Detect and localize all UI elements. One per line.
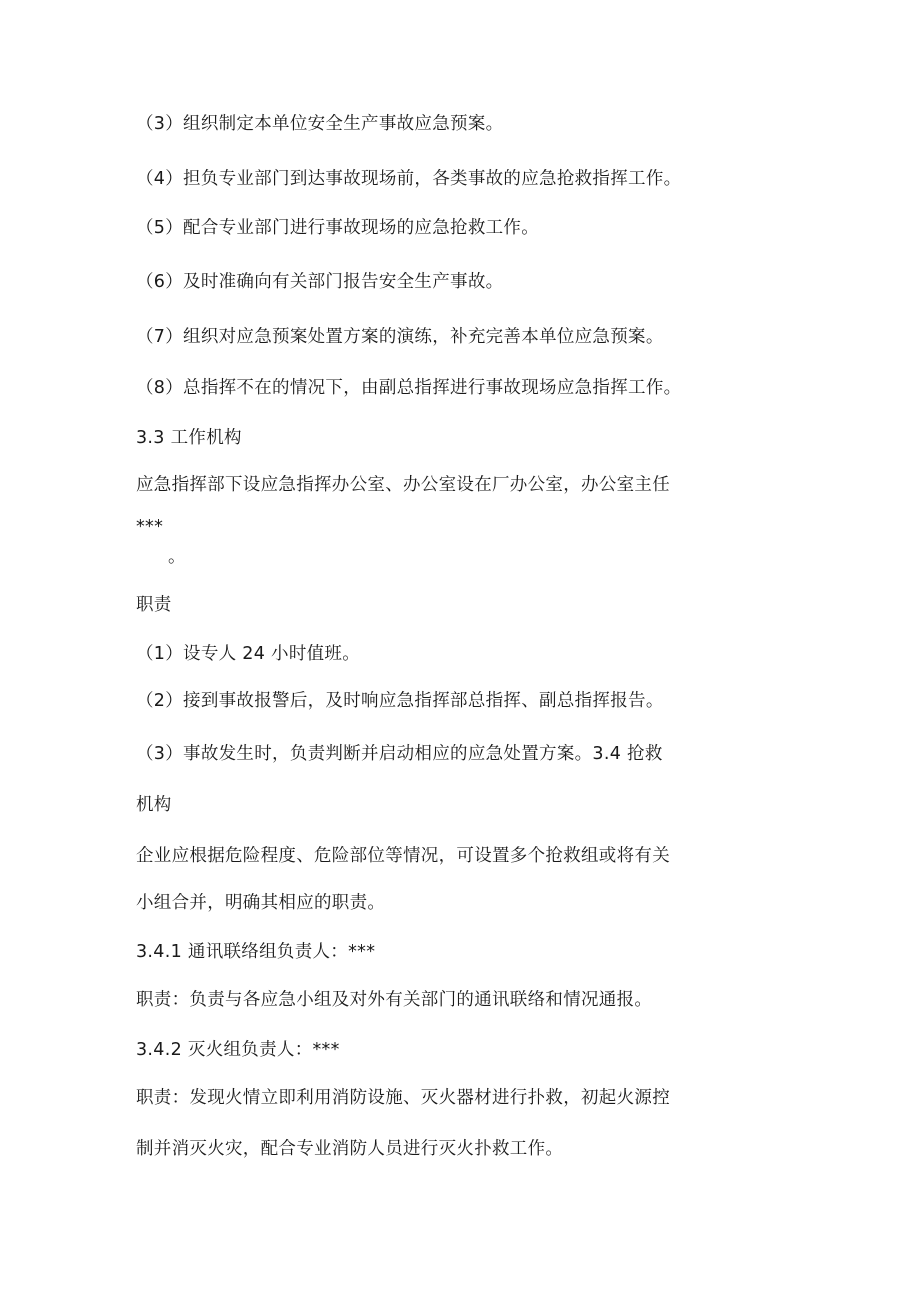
list-item: （5）配合专业部门进行事故现场的应急抢救工作。 — [136, 218, 540, 238]
paragraph-line: 机构 — [136, 795, 172, 815]
list-item: （3）组织制定本单位安全生产事故应急预案。 — [136, 114, 504, 134]
list-item: （7）组织对应急预案处置方案的演练，补充完善本单位应急预案。 — [136, 327, 664, 347]
list-item: （3）事故发生时，负责判断并启动相应的应急处置方案。3.4 抢救 — [136, 744, 663, 764]
section-heading: 3.4.2 灭火组负责人：*** — [136, 1040, 340, 1060]
list-item: （6）及时准确向有关部门报告安全生产事故。 — [136, 272, 504, 292]
section-heading: 3.3 工作机构 — [136, 428, 242, 448]
list-item: （2）接到事故报警后，及时响应急指挥部总指挥、副总指挥报告。 — [136, 691, 664, 711]
paragraph-line: 应急指挥部下设应急指挥办公室、办公室设在厂办公室，办公室主任 — [136, 475, 670, 495]
paragraph-line: 企业应根据危险程度、危险部位等情况，可设置多个抢救组或将有关 — [136, 846, 670, 866]
paragraph-line: 小组合并，明确其相应的职责。 — [136, 893, 386, 913]
section-label: 职责 — [136, 595, 172, 615]
list-item: （8）总指挥不在的情况下，由副总指挥进行事故现场应急指挥工作。 — [136, 378, 682, 398]
list-item: （4）担负专业部门到达事故现场前，各类事故的应急抢救指挥工作。 — [136, 169, 682, 189]
paragraph-line: *** — [136, 517, 164, 537]
paragraph-line: 职责：发现火情立即利用消防设施、灭火器材进行扑救，初起火源控 — [136, 1088, 670, 1108]
section-heading: 3.4.1 通讯联络组负责人：*** — [136, 942, 376, 962]
paragraph-line: 。 — [168, 547, 186, 567]
paragraph-line: 职责：负责与各应急小组及对外有关部门的通讯联络和情况通报。 — [136, 990, 653, 1010]
paragraph-line: 制并消灭火灾，配合专业消防人员进行灭火扑救工作。 — [136, 1139, 564, 1159]
list-item: （1）设专人 24 小时值班。 — [136, 644, 361, 664]
